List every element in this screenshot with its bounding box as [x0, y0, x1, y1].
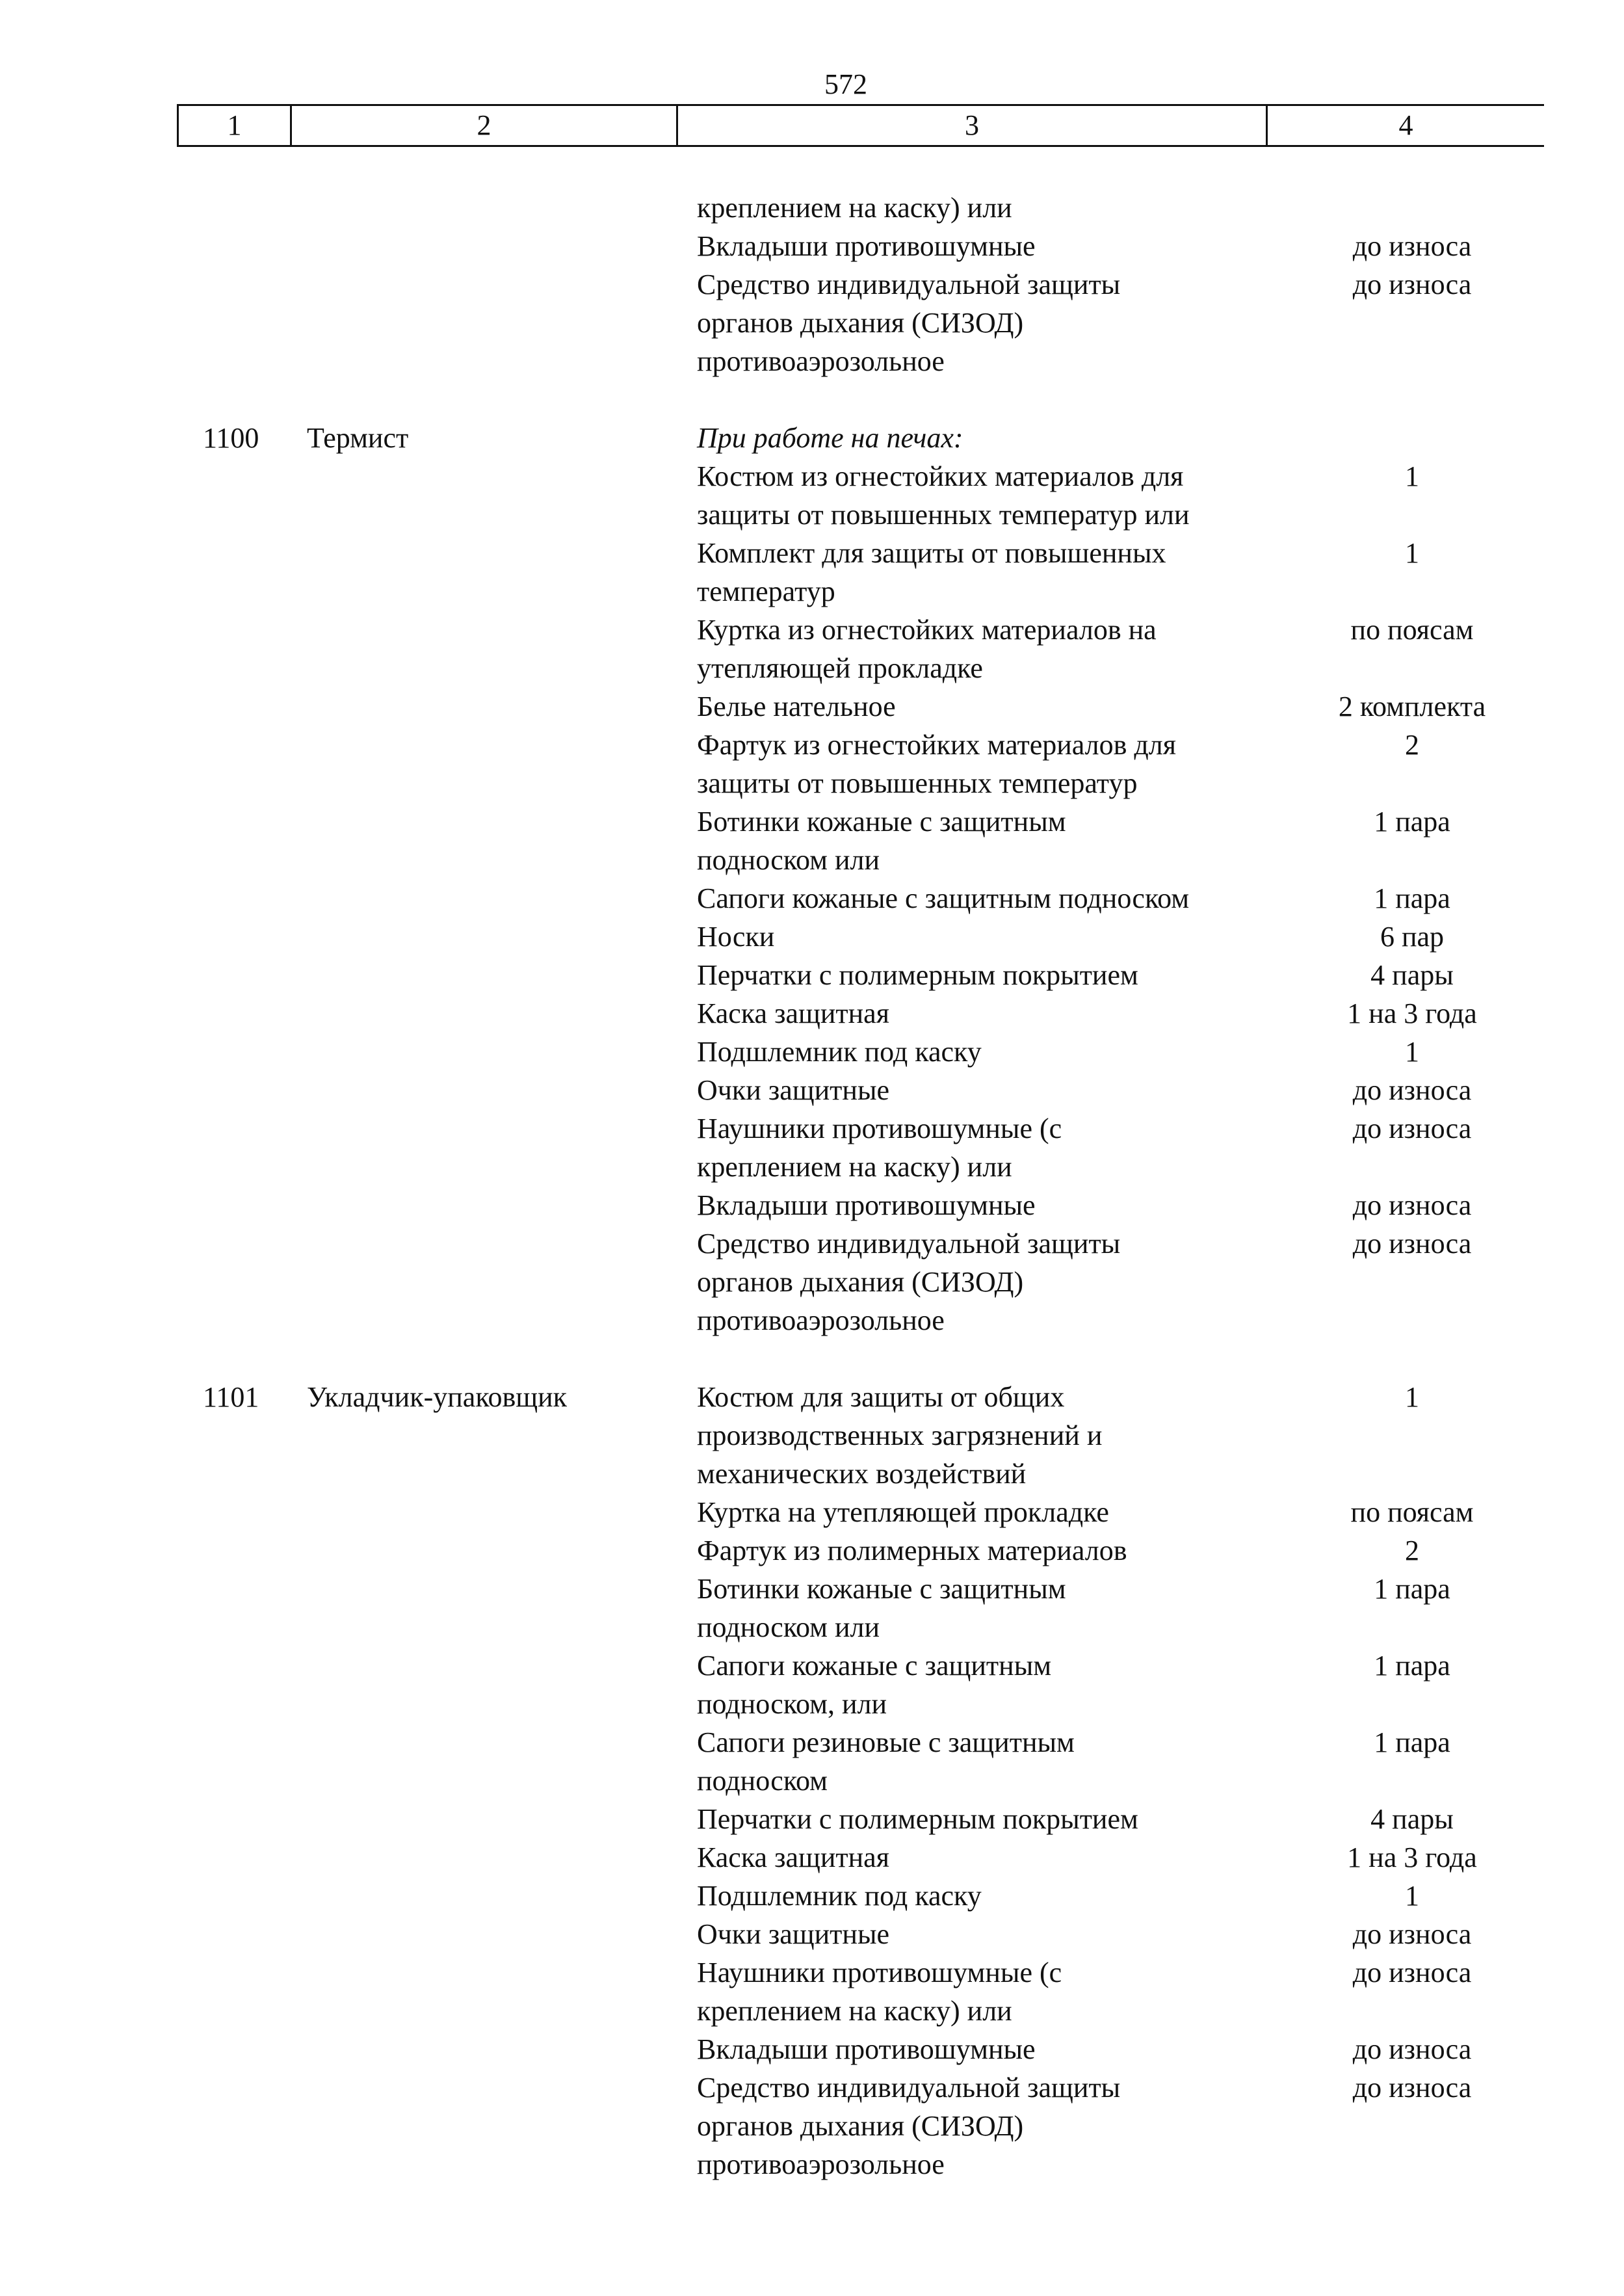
table-row: [177, 2030, 1542, 2068]
table-row: [177, 534, 1542, 611]
item-quantity: до износа: [1352, 1074, 1472, 1106]
profession-name: Укладчик-упаковщик: [307, 1381, 568, 1413]
item-name-line: органов дыхания (СИЗОД): [697, 307, 1024, 339]
item-name-line: Носки: [697, 921, 775, 953]
table-row: [177, 227, 1542, 265]
item-quantity: до износа: [1352, 1113, 1472, 1144]
item-name-line: Наушники противошумные (с: [697, 1957, 1062, 1988]
item-name: [697, 1378, 1282, 1493]
table-row: [177, 1646, 1542, 1723]
table-row: [177, 1378, 1542, 1493]
item-name-line: защиты от повышенных температур или: [697, 499, 1190, 531]
table-row: [177, 956, 1542, 994]
item-name: [697, 1800, 1282, 1838]
item-quantity: 2: [1405, 1535, 1419, 1566]
item-name-line: органов дыхания (СИЗОД): [697, 2110, 1024, 2142]
item-quantity: 1: [1405, 1036, 1419, 1068]
item-name-line: Подшлемник под каску: [697, 1880, 982, 1912]
table-row: [177, 1033, 1542, 1071]
item-name-line: Куртка из огнестойких материалов на: [697, 614, 1157, 646]
table-row: [177, 1800, 1542, 1838]
item-name: [697, 265, 1282, 380]
section-spacer: [177, 380, 1542, 419]
item-quantity: 1 на 3 года: [1347, 997, 1477, 1029]
item-name-line: противоаэрозольное: [697, 2148, 945, 2180]
table-row: [177, 994, 1542, 1033]
table-row: [177, 802, 1542, 879]
item-name-line: Каска защитная: [697, 997, 889, 1029]
section-spacer: [177, 1339, 1542, 1378]
item-quantity: до износа: [1352, 269, 1472, 300]
item-name-line: подноском, или: [697, 1688, 887, 1720]
item-quantity: 1 на 3 года: [1347, 1841, 1477, 1873]
table-row: [177, 2068, 1542, 2184]
item-name-line: Средство индивидуальной защиты: [697, 269, 1121, 300]
item-name-line: Комплект для защиты от повышенных: [697, 537, 1166, 569]
item-name-line: Сапоги кожаные с защитным: [697, 1650, 1052, 1682]
item-name-line: креплением на каску) или: [697, 1151, 1012, 1183]
item-name: [697, 956, 1282, 994]
section-subtitle: При работе на печах:: [697, 422, 963, 454]
item-name: [697, 1646, 1282, 1723]
item-name: [697, 1224, 1282, 1339]
item-quantity: 1 пара: [1374, 1726, 1450, 1758]
item-name-line: Белье нательное: [697, 691, 896, 722]
item-name: [697, 189, 1282, 227]
item-quantity: до износа: [1352, 230, 1472, 262]
item-name: [697, 994, 1282, 1033]
item-name-line: органов дыхания (СИЗОД): [697, 1266, 1024, 1298]
item-name: [697, 1953, 1282, 2030]
column-header-1: 1: [178, 105, 291, 146]
item-quantity: 4 пары: [1370, 1803, 1454, 1835]
item-name-line: Очки защитные: [697, 1918, 890, 1950]
item-name: [697, 1186, 1282, 1224]
item-quantity: 1: [1405, 460, 1419, 492]
item-name-line: Куртка на утепляющей прокладке: [697, 1496, 1109, 1528]
item-name-line: Сапоги кожаные с защитным подноском: [697, 882, 1190, 914]
item-name-line: противоаэрозольное: [697, 1304, 945, 1336]
item-name-line: Костюм для защиты от общих: [697, 1381, 1065, 1413]
item-name: [697, 802, 1282, 879]
item-name: [697, 534, 1282, 611]
item-name-line: Вкладыши противошумные: [697, 230, 1036, 262]
item-name: [697, 1531, 1282, 1570]
item-name-line: Перчатки с полимерным покрытием: [697, 1803, 1138, 1835]
item-name: [697, 1723, 1282, 1800]
item-quantity: 1 пара: [1374, 806, 1450, 838]
item-quantity: до износа: [1352, 2033, 1472, 2065]
table-row: [177, 457, 1542, 534]
table-row: [177, 879, 1542, 917]
column-header-2: 2: [291, 105, 677, 146]
item-quantity: по поясам: [1350, 614, 1474, 646]
profession-code: 1100: [203, 422, 259, 454]
item-name-line: Каска защитная: [697, 1841, 889, 1873]
item-name: [697, 227, 1282, 265]
item-name: [697, 1838, 1282, 1877]
table-row: [177, 687, 1542, 726]
item-name: [697, 917, 1282, 956]
item-name-line: Вкладыши противошумные: [697, 1189, 1036, 1221]
item-quantity: 1 пара: [1374, 882, 1450, 914]
table-row: [177, 1838, 1542, 1877]
item-quantity: до износа: [1352, 1189, 1472, 1221]
item-name-line: Сапоги резиновые с защитным: [697, 1726, 1075, 1758]
page-number: 572: [824, 68, 867, 100]
column-header-3: 3: [677, 105, 1267, 146]
section-subtitle-row: [177, 419, 1542, 457]
item-quantity: 2 комплекта: [1338, 691, 1486, 722]
item-quantity: до износа: [1352, 2072, 1472, 2104]
document-body: [177, 189, 1542, 2184]
column-header-4: 4: [1267, 105, 1545, 146]
item-name-line: креплением на каску) или: [697, 192, 1012, 224]
item-quantity: 1 пара: [1374, 1650, 1450, 1682]
item-name: [697, 457, 1282, 534]
item-name-line: Перчатки с полимерным покрытием: [697, 959, 1138, 991]
table-row: [177, 1531, 1542, 1570]
item-name: [697, 2030, 1282, 2068]
item-name: [697, 2068, 1282, 2184]
item-name-line: Подшлемник под каску: [697, 1036, 982, 1068]
item-name-line: Средство индивидуальной защиты: [697, 1228, 1121, 1260]
item-name-line: Фартук из полимерных материалов: [697, 1535, 1127, 1566]
item-name: [697, 726, 1282, 802]
item-name-line: защиты от повышенных температур: [697, 767, 1138, 799]
table-row: [177, 265, 1542, 380]
item-quantity: по поясам: [1350, 1496, 1474, 1528]
item-name: [697, 1877, 1282, 1915]
table-row: [177, 189, 1542, 227]
table-row: [177, 1915, 1542, 1953]
profession-name: Термист: [307, 422, 409, 454]
item-name-line: Ботинки кожаные с защитным: [697, 1573, 1066, 1605]
item-name: [697, 611, 1282, 687]
table-row: [177, 1723, 1542, 1800]
item-name: [697, 1915, 1282, 1953]
table-row: [177, 1493, 1542, 1531]
table-row: [177, 1224, 1542, 1339]
item-name-line: подноском или: [697, 844, 880, 876]
item-quantity: 2: [1405, 729, 1419, 761]
table-row: [177, 1953, 1542, 2030]
item-name: [697, 1493, 1282, 1531]
item-name-line: производственных загрязнений и: [697, 1419, 1103, 1451]
item-name-line: подноском: [697, 1765, 828, 1797]
item-quantity: до износа: [1352, 1228, 1472, 1260]
item-name-line: Средство индивидуальной защиты: [697, 2072, 1121, 2104]
item-name-line: утепляющей прокладке: [697, 652, 983, 684]
item-name-line: креплением на каску) или: [697, 1995, 1012, 2027]
item-name-line: механических воздействий: [697, 1458, 1027, 1490]
table-row: [177, 1186, 1542, 1224]
item-quantity: 1 пара: [1374, 1573, 1450, 1605]
item-quantity: 1: [1405, 1381, 1419, 1413]
item-name-line: Костюм из огнестойких материалов для: [697, 460, 1184, 492]
item-name: [697, 879, 1282, 917]
profession-code: 1101: [203, 1381, 259, 1413]
item-name-line: Фартук из огнестойких материалов для: [697, 729, 1176, 761]
item-name-line: подноском или: [697, 1611, 880, 1643]
item-name-line: Вкладыши противошумные: [697, 2033, 1036, 2065]
table-row: [177, 1109, 1542, 1186]
item-quantity: 6 пар: [1380, 921, 1445, 953]
item-quantity: 4 пары: [1370, 959, 1454, 991]
item-name: [697, 1071, 1282, 1109]
table-row: [177, 1877, 1542, 1915]
table-row: [177, 1071, 1542, 1109]
item-quantity: до износа: [1352, 1918, 1472, 1950]
table-row: [177, 611, 1542, 687]
item-quantity: 1: [1405, 1880, 1419, 1912]
item-name: [697, 1109, 1282, 1186]
table-row: [177, 726, 1542, 802]
table-row: [177, 1570, 1542, 1646]
item-name-line: противоаэрозольное: [697, 345, 945, 377]
column-header-table: [177, 104, 1544, 147]
item-name-line: температур: [697, 575, 835, 607]
item-quantity: 1: [1405, 537, 1419, 569]
item-name: [697, 687, 1282, 726]
item-name-line: Ботинки кожаные с защитным: [697, 806, 1066, 838]
item-name-line: Наушники противошумные (с: [697, 1113, 1062, 1144]
item-name-line: Очки защитные: [697, 1074, 890, 1106]
item-name: [697, 1570, 1282, 1646]
table-row: [177, 917, 1542, 956]
item-quantity: до износа: [1352, 1957, 1472, 1988]
item-name: [697, 1033, 1282, 1071]
